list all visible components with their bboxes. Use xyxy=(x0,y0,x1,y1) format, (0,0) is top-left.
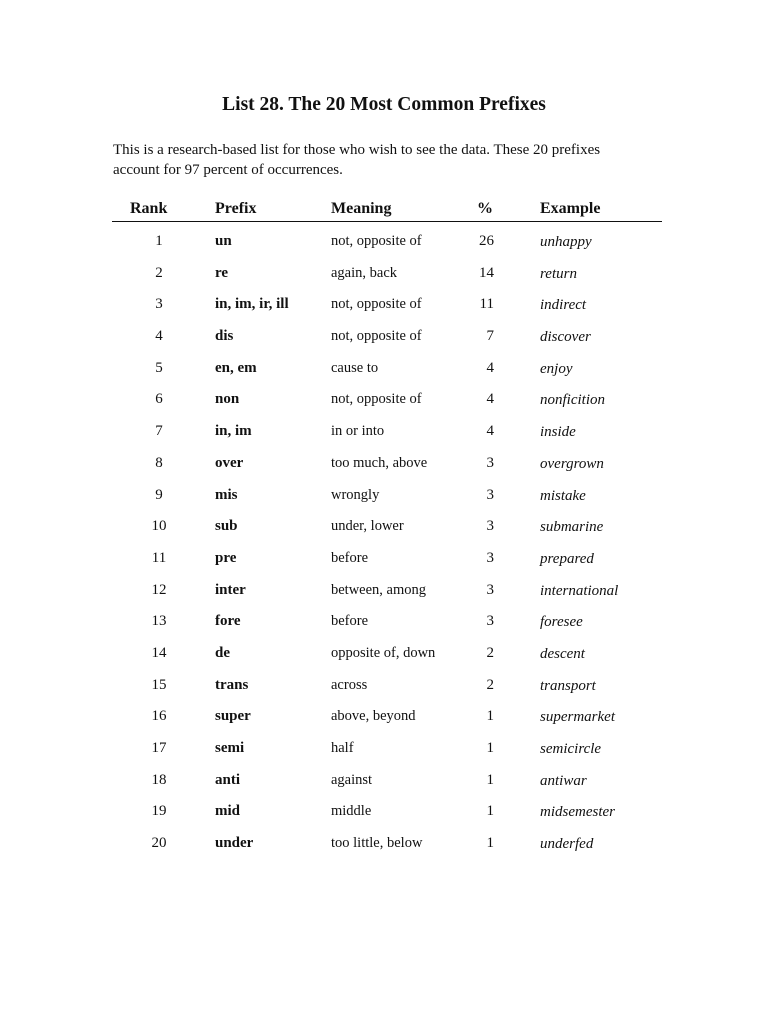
cell-rank: 2 xyxy=(155,264,163,281)
table-row xyxy=(112,832,662,864)
cell-percent: 11 xyxy=(479,296,494,313)
header-percent: % xyxy=(477,200,493,217)
cell-rank: 7 xyxy=(155,423,163,440)
cell-example: enjoy xyxy=(540,360,573,377)
cell-prefix: sub xyxy=(215,518,238,535)
cell-meaning: not, opposite of xyxy=(331,328,422,345)
cell-percent: 3 xyxy=(486,454,494,471)
table-row xyxy=(112,262,662,294)
cell-example: antiwar xyxy=(540,772,587,789)
page-title: List 28. The 20 Most Common Prefixes xyxy=(222,94,546,115)
cell-example: transport xyxy=(540,677,596,694)
cell-example: prepared xyxy=(540,550,594,567)
cell-percent: 3 xyxy=(486,613,494,630)
table-row xyxy=(112,388,662,420)
cell-meaning: under, lower xyxy=(331,518,404,535)
cell-rank: 6 xyxy=(155,391,163,408)
cell-prefix: in, im xyxy=(215,423,252,440)
cell-meaning: half xyxy=(331,740,354,756)
cell-rank: 3 xyxy=(155,296,163,313)
cell-rank: 4 xyxy=(155,328,163,345)
cell-prefix: anti xyxy=(215,771,241,788)
header-rank: Rank xyxy=(130,200,168,217)
cell-prefix: dis xyxy=(215,328,234,345)
cell-meaning: wrongly xyxy=(331,486,380,503)
cell-percent: 3 xyxy=(486,549,494,566)
table-row xyxy=(112,484,662,516)
cell-meaning: between, among xyxy=(331,581,427,598)
cell-prefix: in, im, ir, ill xyxy=(215,296,289,313)
intro-line: account for 97 percent of occurrences. xyxy=(113,162,343,178)
table-row xyxy=(112,357,662,389)
cell-meaning: too much, above xyxy=(331,454,428,471)
cell-percent: 14 xyxy=(479,264,494,281)
cell-prefix: over xyxy=(215,454,244,471)
cell-example: indirect xyxy=(540,297,587,314)
table-row xyxy=(112,769,662,801)
cell-example: nonficition xyxy=(540,392,605,409)
cell-percent: 1 xyxy=(486,803,494,820)
cell-meaning: opposite of, down xyxy=(331,644,436,661)
cell-meaning: not, opposite of xyxy=(331,391,422,408)
cell-rank: 19 xyxy=(151,803,167,820)
cell-rank: 1 xyxy=(155,233,163,249)
table-row xyxy=(112,293,662,325)
cell-percent: 3 xyxy=(486,518,494,535)
cell-percent: 1 xyxy=(486,708,494,725)
table-row xyxy=(112,230,662,262)
cell-meaning: again, back xyxy=(331,264,398,281)
cell-example: supermarket xyxy=(540,709,615,726)
cell-meaning: cause to xyxy=(331,359,379,376)
cell-prefix: trans xyxy=(215,676,249,693)
cell-prefix: inter xyxy=(215,581,246,598)
cell-meaning: not, opposite of xyxy=(331,233,422,249)
cell-rank: 18 xyxy=(151,771,167,788)
cell-rank: 11 xyxy=(151,549,167,566)
cell-prefix: semi xyxy=(215,740,245,756)
cell-example: midsemester xyxy=(540,804,615,821)
cell-meaning: before xyxy=(331,549,369,566)
cell-prefix: un xyxy=(215,233,232,249)
table-row xyxy=(112,610,662,642)
cell-rank: 13 xyxy=(151,613,167,630)
cell-prefix: re xyxy=(215,264,229,281)
cell-meaning: against xyxy=(331,771,373,788)
table-row xyxy=(112,705,662,737)
cell-rank: 15 xyxy=(151,676,167,693)
cell-percent: 2 xyxy=(486,644,494,661)
cell-meaning: above, beyond xyxy=(331,708,416,725)
cell-percent: 3 xyxy=(486,486,494,503)
cell-percent: 4 xyxy=(486,359,494,376)
cell-example: overgrown xyxy=(540,455,604,472)
cell-percent: 4 xyxy=(486,423,494,440)
cell-rank: 8 xyxy=(155,454,163,471)
cell-example: inside xyxy=(540,424,576,441)
cell-prefix: pre xyxy=(215,549,237,566)
cell-prefix: under xyxy=(215,835,254,852)
cell-rank: 16 xyxy=(151,708,167,725)
cell-meaning: before xyxy=(331,613,369,630)
cell-example: discover xyxy=(540,329,591,346)
table-row xyxy=(112,579,662,611)
cell-example: international xyxy=(540,582,619,599)
cell-percent: 3 xyxy=(486,581,494,598)
cell-prefix: en, em xyxy=(215,359,257,376)
cell-example: mistake xyxy=(540,487,586,504)
cell-example: semicircle xyxy=(540,741,602,757)
cell-meaning: too little, below xyxy=(331,835,423,852)
header-example: Example xyxy=(540,200,601,217)
cell-percent: 26 xyxy=(479,233,494,249)
cell-percent: 1 xyxy=(486,740,494,756)
cell-prefix: mis xyxy=(215,486,238,503)
cell-example: foresee xyxy=(540,614,583,631)
cell-rank: 17 xyxy=(151,740,167,756)
table-row xyxy=(112,642,662,674)
table-row xyxy=(112,547,662,579)
header-meaning: Meaning xyxy=(331,200,392,217)
table-header xyxy=(112,197,662,222)
cell-meaning: middle xyxy=(331,803,372,820)
cell-example: unhappy xyxy=(540,234,592,250)
cell-example: underfed xyxy=(540,836,594,853)
cell-rank: 12 xyxy=(151,581,167,598)
cell-rank: 9 xyxy=(155,486,163,503)
cell-prefix: fore xyxy=(215,613,241,630)
cell-percent: 4 xyxy=(486,391,494,408)
cell-prefix: super xyxy=(215,708,251,725)
cell-rank: 5 xyxy=(155,359,163,376)
table-row xyxy=(112,674,662,706)
cell-prefix: de xyxy=(215,644,230,661)
cell-meaning: across xyxy=(331,676,368,693)
cell-meaning: not, opposite of xyxy=(331,296,422,313)
table-row xyxy=(112,452,662,484)
cell-prefix: non xyxy=(215,391,240,408)
intro-paragraph xyxy=(113,140,673,180)
cell-example: submarine xyxy=(540,519,604,536)
table-row xyxy=(112,515,662,547)
cell-meaning: in or into xyxy=(331,423,385,440)
intro-line: This is a research-based list for those who wish to see the data. These 20 prefixes xyxy=(113,142,601,158)
prefix-table xyxy=(112,197,662,864)
cell-rank: 20 xyxy=(151,835,167,852)
cell-example: return xyxy=(540,265,577,282)
cell-percent: 1 xyxy=(486,835,494,852)
cell-rank: 14 xyxy=(151,644,167,661)
table-row xyxy=(112,420,662,452)
table-row xyxy=(112,737,662,769)
table-row xyxy=(112,325,662,357)
cell-percent: 1 xyxy=(486,771,494,788)
header-prefix: Prefix xyxy=(215,200,257,217)
table-body xyxy=(112,230,662,864)
cell-rank: 10 xyxy=(151,518,167,535)
cell-example: descent xyxy=(540,645,585,662)
table-row xyxy=(112,800,662,832)
cell-percent: 2 xyxy=(486,676,494,693)
cell-percent: 7 xyxy=(486,328,494,345)
cell-prefix: mid xyxy=(215,803,241,820)
